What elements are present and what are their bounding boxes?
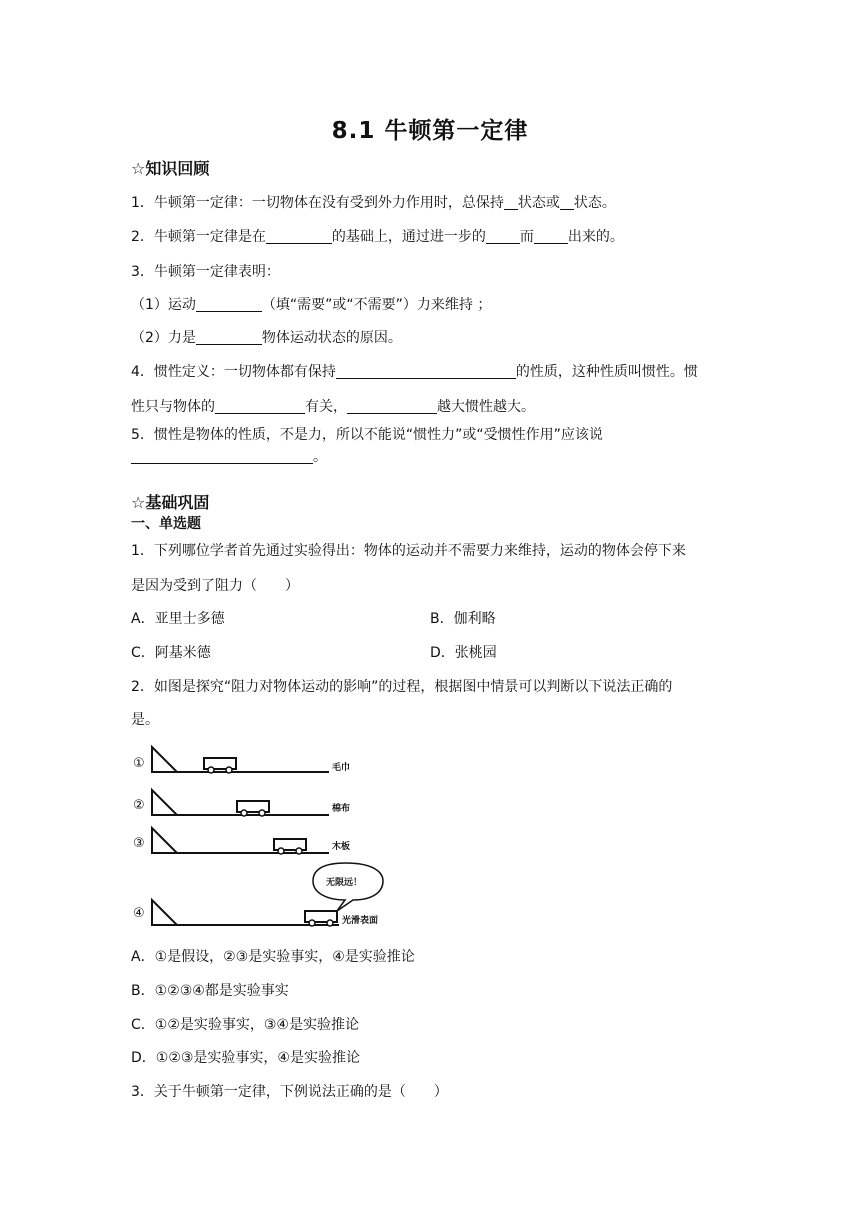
review-q3-2 bbox=[131, 327, 402, 347]
row-3 bbox=[133, 828, 350, 854]
bubble-text: 无限远！ bbox=[326, 878, 363, 888]
row-4-surface-label: 光滑表面 bbox=[342, 916, 379, 926]
review-q3-2-text-b: 物体运动状态的原因。 bbox=[261, 330, 402, 346]
answer-blank[interactable] bbox=[266, 228, 332, 244]
review-q3-2-text-a: （2）力是 bbox=[131, 330, 196, 346]
answer-blank[interactable] bbox=[534, 228, 568, 244]
mc2-option-c[interactable]: C．①②是实验事实，③④是实验推论 bbox=[131, 1017, 359, 1033]
cart-wheel bbox=[327, 920, 333, 926]
row-4 bbox=[133, 863, 383, 926]
cart-wheel bbox=[226, 767, 232, 773]
row-1 bbox=[133, 747, 350, 773]
cart-wheel bbox=[259, 810, 265, 816]
subsection-heading: 一、单选题 bbox=[131, 516, 201, 532]
answer-blank[interactable] bbox=[347, 398, 437, 414]
answer-blank[interactable] bbox=[196, 296, 262, 312]
review-q2-text-b: 的基础上，通过进一步的 bbox=[331, 229, 486, 245]
mc1-option-d[interactable]: D．张桃园 bbox=[430, 645, 497, 661]
review-q3-1 bbox=[131, 294, 491, 314]
section-heading-basics: ☆基础巩固 bbox=[131, 493, 210, 512]
row-4-number: ④ bbox=[133, 906, 145, 921]
cart-wheel bbox=[278, 848, 284, 854]
review-q3: 3．牛顿第一定律表明： bbox=[131, 264, 280, 280]
review-q1-text-c: 状态。 bbox=[573, 195, 616, 211]
cart-wheel bbox=[296, 848, 302, 854]
mc1-option-b[interactable]: B．伽利略 bbox=[430, 611, 496, 627]
mc2-option-a[interactable]: A．①是假设，②③是实验事实，④是实验推论 bbox=[131, 949, 415, 965]
review-q5-text-b: 。 bbox=[313, 449, 327, 465]
incline-ramp bbox=[152, 747, 177, 772]
mc1-stem-line2: 是因为受到了阻力（ ） bbox=[131, 578, 299, 594]
review-q3-1-text-b: （填“需要”或“不需要”）力来维持 ； bbox=[261, 297, 492, 313]
row-2-number: ② bbox=[133, 798, 145, 813]
row-3-number: ③ bbox=[133, 836, 145, 851]
review-q4-text-d: 有关， bbox=[305, 399, 347, 415]
experiment-figure bbox=[131, 745, 431, 930]
review-q2 bbox=[131, 226, 624, 246]
review-q1-text-a: 1．牛顿第一定律：一切物体在没有受到外力作用时，总保持 bbox=[131, 195, 504, 211]
row-3-surface-label: 木板 bbox=[332, 842, 351, 852]
answer-blank[interactable] bbox=[215, 398, 305, 414]
mc2-option-b[interactable]: B．①②③④都是实验事实 bbox=[131, 983, 289, 999]
mc1-option-c[interactable]: C．阿基米德 bbox=[131, 645, 211, 661]
cart-wheel bbox=[309, 920, 315, 926]
mc1-option-a[interactable]: A．亚里士多德 bbox=[131, 611, 225, 627]
review-q4-text-a: 4．惯性定义：一切物体都有保持 bbox=[131, 364, 336, 380]
row-1-surface-label: 毛巾 bbox=[332, 763, 351, 773]
review-q4-text-c: 性只与物体的 bbox=[131, 399, 215, 415]
answer-blank[interactable] bbox=[131, 448, 313, 464]
review-q4-text-b: 的性质，这种性质叫惯性。惯 bbox=[515, 364, 698, 380]
page-title: 8.1 牛顿第一定律 bbox=[331, 118, 529, 144]
review-q4-line1 bbox=[131, 361, 698, 381]
review-q2-text-d: 出来的。 bbox=[567, 229, 624, 245]
answer-blank[interactable] bbox=[486, 228, 520, 244]
mc3-stem: 3．关于牛顿第一定律，下例说法正确的是（ ） bbox=[131, 1084, 448, 1100]
review-q1 bbox=[131, 192, 616, 212]
incline-ramp bbox=[152, 828, 177, 853]
review-q5-line2 bbox=[131, 446, 327, 466]
review-q5-line1: 5．惯性是物体的性质，不是力，所以不能说“惯性力”或“受惯性作用”应该说 bbox=[131, 427, 603, 443]
cart-wheel bbox=[241, 810, 247, 816]
answer-blank[interactable] bbox=[560, 194, 574, 210]
row-2-surface-label: 棉布 bbox=[332, 804, 351, 814]
review-q1-text-b: 状态或 bbox=[517, 195, 560, 211]
mc2-stem-line1: 2．如图是探究“阻力对物体运动的影响”的过程，根据图中情景可以判断以下说法正确的 bbox=[131, 679, 673, 695]
review-q4-line2 bbox=[131, 396, 535, 416]
review-q2-text-a: 2．牛顿第一定律是在 bbox=[131, 229, 266, 245]
review-q4-text-e: 越大惯性越大。 bbox=[437, 399, 535, 415]
mc1-stem-line1: 1．下列哪位学者首先通过实验得出：物体的运动并不需要力来维持，运动的物体会停下来 bbox=[131, 543, 686, 559]
experiment-diagram bbox=[131, 745, 431, 930]
mc2-option-d[interactable]: D．①②③是实验事实，④是实验推论 bbox=[131, 1050, 360, 1066]
incline-ramp bbox=[152, 900, 177, 925]
review-q3-1-text-a: （1）运动 bbox=[131, 297, 196, 313]
section-heading-review: ☆知识回顾 bbox=[131, 159, 210, 178]
cart-wheel bbox=[208, 767, 214, 773]
answer-blank[interactable] bbox=[336, 363, 516, 379]
row-2 bbox=[133, 790, 350, 816]
answer-blank[interactable] bbox=[196, 329, 262, 345]
answer-blank[interactable] bbox=[504, 194, 518, 210]
incline-ramp bbox=[152, 790, 177, 815]
mc2-stem-line2: 是。 bbox=[131, 712, 159, 728]
review-q2-text-c: 而 bbox=[519, 229, 534, 245]
row-1-number: ① bbox=[133, 756, 145, 771]
